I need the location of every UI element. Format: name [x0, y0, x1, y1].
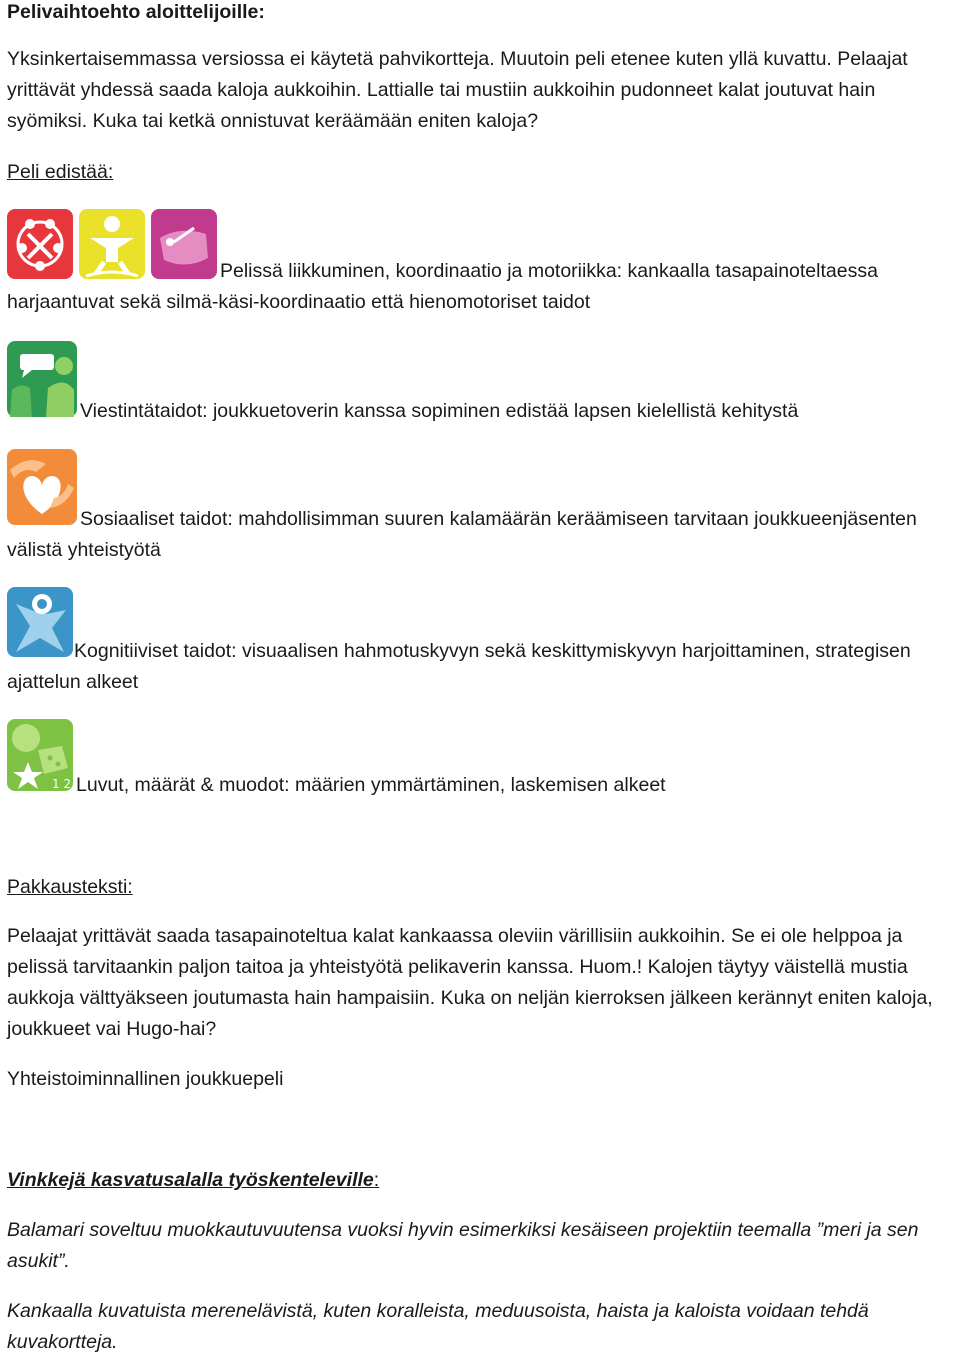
communication-icon: [6, 340, 78, 418]
skill-communication-text: Viestintätaidot: joukkuetoverin kanssa sopiminen edistää lapsen kielellistä kehitystä: [80, 400, 799, 422]
packaging-paragraph: Pelaajat yrittävät saada tasapainoteltua kalat kankaassa oleviin värillisiin aukkoihin. Se ei ole helppoa ja pelissä tarvitaankin paljon taitoa ja yhteistyötä pelikaverin kanssa. Huom.! Kalojen täytyy väistellä mustia aukkoja välttyäkseen joutumasta hain hampaisiin. Kuka on neljän kierroksen jälkeen kerännyt eniten kaloja, joukkueet vai Hugo-hai?: [7, 925, 933, 1040]
skills-heading: Peli edistää:: [7, 161, 114, 183]
beginner-variant-paragraph: Yksinkertaisemmassa versiossa ei käytetä pahvikortteja. Muutoin peli etenee kuten yllä kuvattu. Pelaajat yrittävät yhdessä saada kaloja aukkoihin. Lattialle tai mustiin aukkoihin pudonneet kalat joutuvat hain syömiksi. Kuka tai ketkä onnistuvat keräämään eniten kaloja?: [7, 48, 908, 132]
skill-social-text: Sosiaaliset taidot: mahdollisimman suuren kalamäärän keräämiseen tarvitaan joukkueenjäsenten välistä yhteistyötä: [7, 508, 917, 561]
beginner-variant-heading: Pelivaihtoehto aloittelijoille:: [7, 1, 265, 23]
numbers-icon: [6, 718, 83, 792]
tips-heading: [7, 1168, 379, 1192]
tips-paragraph-1: Balamari soveltuu muokkautuvuutensa vuoksi hyvin esimerkiksi kesäiseen projektiin teemalla ”meri ja sen asukit”.: [7, 1219, 919, 1272]
skill-numbers-text: Luvut, määrät & muodot: määrien ymmärtäminen, laskemisen alkeet: [76, 774, 666, 796]
skill-movement-text: Pelissä liikkuminen, koordinaatio ja motoriikka: kankaalla tasapainoteltaessa harjaantuvat sekä silmä-käsi-koordinaatio että hienomotoriset taidot: [7, 260, 878, 313]
tips-paragraph-2: Kankaalla kuvatuista merenelävistä, kuten koralleista, meduusoista, haista ja kaloista voidaan tehdä kuvakortteja.: [7, 1300, 869, 1353]
packaging-heading: Pakkausteksti:: [7, 876, 133, 898]
skill-cognitive-text: Kognitiiviset taidot: visuaalisen hahmotuskyvyn sekä keskittymiskyvyn harjoittaminen, strategisen ajattelun alkeet: [7, 640, 911, 693]
packaging-tagline: Yhteistoiminnallinen joukkuepeli: [7, 1068, 284, 1090]
tips-heading-colon: :: [373, 1169, 380, 1191]
svg-text:1 2 3: 1 2 3: [52, 777, 83, 791]
tips-heading-text: Vinkkejä kasvatusalalla työskenteleville: [7, 1169, 374, 1191]
